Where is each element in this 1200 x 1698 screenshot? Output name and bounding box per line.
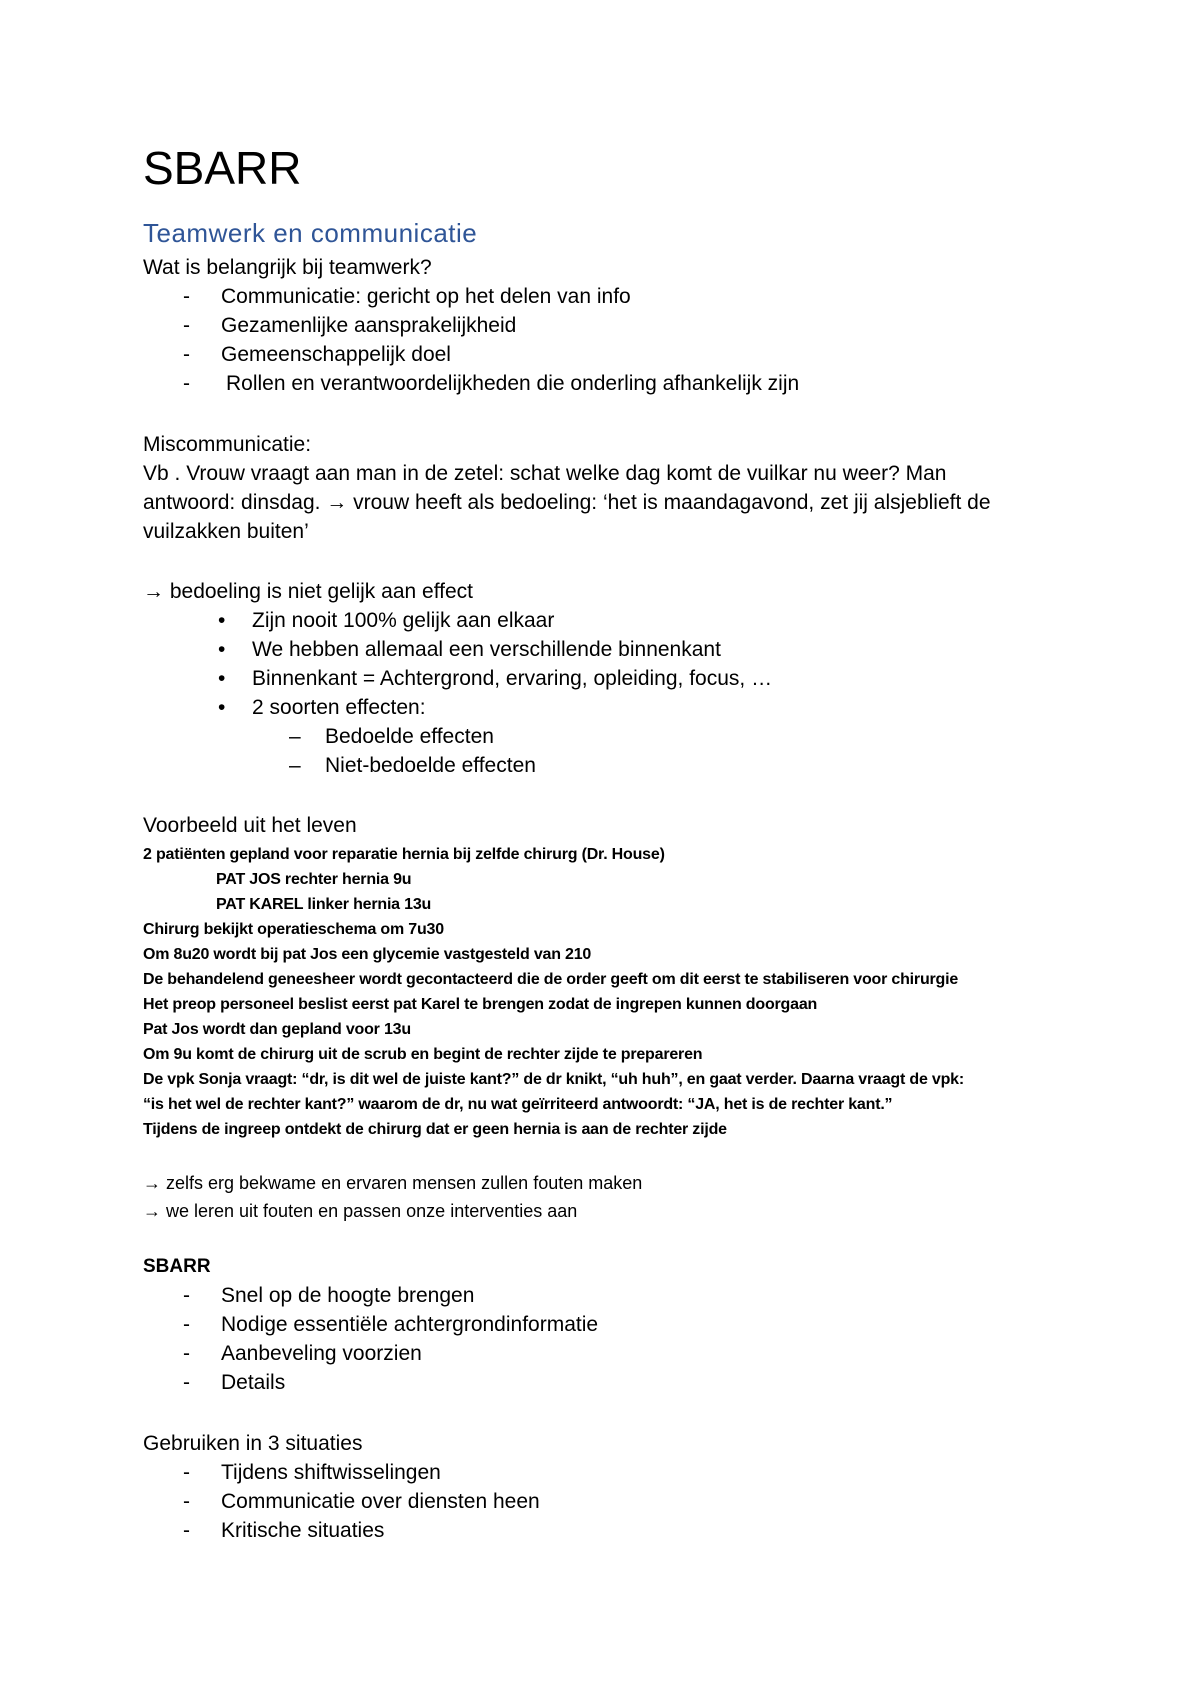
dash-marker: - [183,285,190,308]
bullet-marker: • [218,696,226,719]
endash-marker: – [289,754,301,777]
list-item [183,283,631,311]
dash-marker: - [183,314,190,337]
dash-marker: - [183,1371,190,1394]
list-item [183,1340,422,1368]
list-item [183,312,516,340]
list-item-text: Communicatie over diensten heen [221,1490,540,1513]
list-item-text: Aanbeveling voorzien [221,1342,422,1365]
bullet-text: Binnenkant = Achtergrond, ervaring, opleiding, focus, … [252,667,773,690]
sub-bullet-text: Bedoelde effecten [325,725,494,748]
list-item-text: Rollen en verantwoordelijkheden die onderling afhankelijk zijn [226,372,800,395]
example-heading: Voorbeeld uit het leven [143,814,357,837]
bullet-text: Zijn nooit 100% gelijk aan elkaar [252,609,555,632]
dash-marker: - [183,343,190,366]
lesson-line: → zelfs erg bekwame en ervaren mensen zullen fouten maken [143,1173,643,1193]
list-item-text: Nodige essentiële achtergrondinformatie [221,1313,599,1336]
sub-bullet-item [289,723,494,751]
dash-marker: - [183,1519,190,1542]
list-item-text: Communicatie: gericht op het delen van info [221,285,631,308]
list-item-text: Gemeenschappelijk doel [221,343,451,366]
sbarr-heading: SBARR [143,1256,211,1277]
teamwork-question: Wat is belangrijk bij teamwerk? [143,256,432,279]
bullet-marker: • [218,609,226,632]
example-text-line: vuilzakken buiten’ [143,520,309,543]
dash-marker: - [183,1490,190,1513]
dash-marker: - [183,372,190,395]
section-heading: Teamwerk en communicatie [143,218,478,248]
example-line: PAT KAREL linker hernia 13u [216,896,432,913]
example-line: Het preop personeel beslist eerst pat Karel te brengen zodat de ingrepen kunnen doorgaan [143,996,818,1013]
dash-marker: - [183,1284,190,1307]
list-item-text: Details [221,1371,286,1394]
example-line: Tijdens de ingreep ontdekt de chirurg dat er geen hernia is aan de rechter zijde [143,1121,727,1138]
dash-marker: - [183,1313,190,1336]
bullet-text: 2 soorten effecten: [252,696,426,719]
example-line: PAT JOS rechter hernia 9u [216,871,412,888]
example-line: Om 9u komt de chirurg uit de scrub en begint de rechter zijde te prepareren [143,1046,703,1063]
dash-marker: - [183,1461,190,1484]
example-line: Om 8u20 wordt bij pat Jos een glycemie vastgesteld van 210 [143,946,592,963]
example-line: 2 patiënten gepland voor reparatie hernia bij zelfde chirurg (Dr. House) [143,846,665,863]
list-item [183,341,451,369]
example-line: Chirurg bekijkt operatieschema om 7u30 [143,921,444,938]
example-line: De vpk Sonja vraagt: “dr, is dit wel de juiste kant?” de dr knikt, “uh huh”, en gaat verder. Daarna vraagt de vpk: [143,1071,964,1088]
list-item [183,1311,598,1339]
example-line: De behandelend geneesheer wordt gecontacteerd die de order geeft om dit eerst te stabiliseren voor chirurgie [143,971,959,988]
list-item [183,370,799,398]
list-item [183,1369,285,1397]
bullet-item [218,694,426,722]
page-title: SBARR [143,142,302,194]
bullet-text: We hebben allemaal een verschillende binnenkant [252,638,721,661]
bullet-item [218,636,721,664]
dash-marker: - [183,1342,190,1365]
list-item [183,1488,540,1516]
example-line: “is het wel de rechter kant?” waarom de dr, nu wat geïrriteerd antwoordt: “JA, het is de rechter kant.” [143,1096,893,1113]
example-text-line: antwoord: dinsdag. → vrouw heeft als bedoeling: ‘het is maandagavond, zet jij alsjeblieft de [143,491,991,514]
bullet-item [218,607,554,635]
example-line: Pat Jos wordt dan gepland voor 13u [143,1021,411,1038]
list-item [183,1459,441,1487]
list-item-text: Tijdens shiftwisselingen [221,1461,441,1484]
list-item-text: Kritische situaties [221,1519,385,1542]
miscommunication-heading: Miscommunicatie: [143,433,312,456]
example-text-line: Vb . Vrouw vraagt aan man in de zetel: schat welke dag komt de vuilkar nu weer? Man [143,462,947,485]
list-item [183,1517,384,1545]
usage-heading: Gebruiken in 3 situaties [143,1432,363,1455]
conclusion-line: → bedoeling is niet gelijk aan effect [143,580,473,603]
sub-bullet-item [289,752,536,780]
bullet-marker: • [218,667,226,690]
endash-marker: – [289,725,301,748]
lesson-line: → we leren uit fouten en passen onze interventies aan [143,1201,578,1221]
list-item-text: Gezamenlijke aansprakelijkheid [221,314,517,337]
list-item [183,1282,474,1310]
bullet-marker: • [218,638,226,661]
bullet-item [218,665,772,693]
sub-bullet-text: Niet-bedoelde effecten [325,754,536,777]
list-item-text: Snel op de hoogte brengen [221,1284,475,1307]
